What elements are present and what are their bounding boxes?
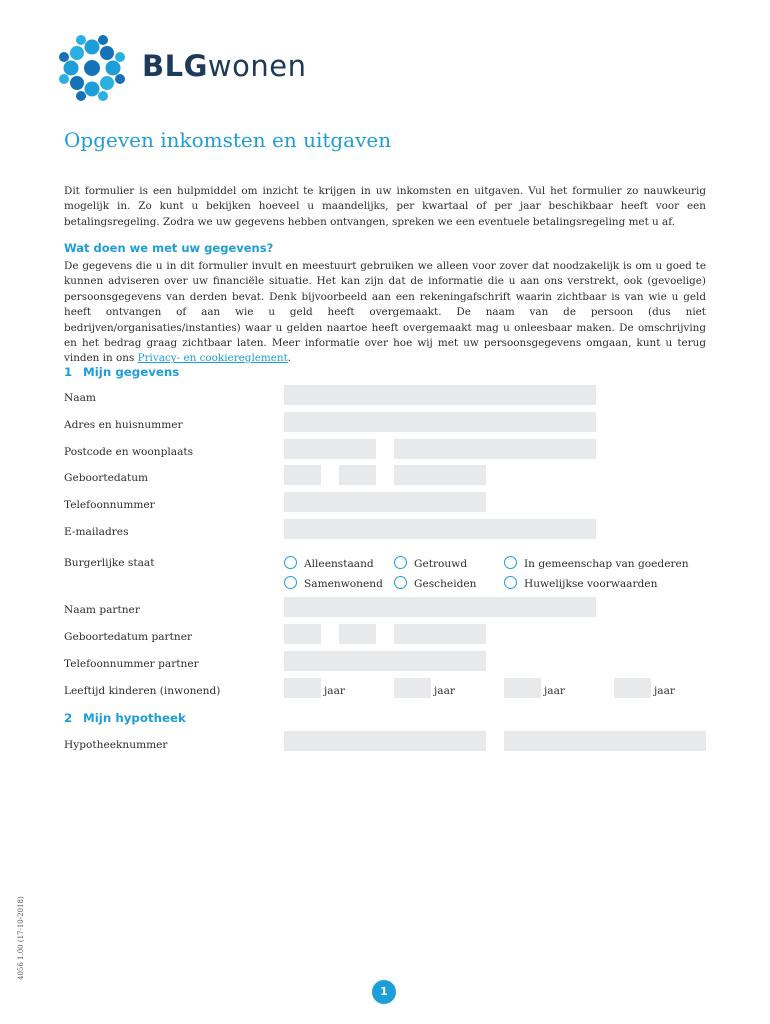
radio-label: Alleenstaand	[304, 558, 374, 570]
privacy-paragraph	[64, 259, 706, 367]
jaar-label: jaar	[654, 685, 675, 697]
privacy-text: De gegevens die u in dit formulier invult en meestuurt gebruiken we alleen voor zover dat noodzakelijk is om u goed te kunnen adviseren over uw financiële situatie. Het kan zijn dat de informatie die u aan ons verstrekt, ook (gevoelige) persoonsgegevens van derden bevat. Denk bijvoorbeeld aan een rekeningafschrift waarin zichtbaar is van wie u geld heeft ontvangen of aan wie u geld heeft overgemaakt. De naam van de persoon (dus niet bedrijven/organisaties/instanties) waar u gelden naartoe heeft overgemaakt mag u onleesbaar maken. De omschrijving en het bedrag graag zichtbaar laten. Meer informatie over hoe wij met uw persoonsgegevens omgaan, kunt u terug vinden in ons	[64, 260, 706, 365]
geboortedatum-month-field[interactable]	[339, 465, 376, 485]
postcode-field[interactable]	[284, 439, 376, 459]
label-telefoon-partner: Telefoonnummer partner	[64, 658, 199, 670]
radio-samenwonend[interactable]	[284, 576, 394, 592]
radio-label: Gescheiden	[414, 578, 477, 590]
radio-circle-icon[interactable]	[284, 556, 297, 569]
brand-bold: BLG	[142, 49, 208, 83]
section-heading-mijn-gegevens	[64, 364, 179, 380]
radio-huwelijkse-voorwaarden[interactable]	[504, 576, 704, 592]
geboortedatum-year-field[interactable]	[394, 465, 486, 485]
kind-leeftijd-field[interactable]	[504, 678, 541, 698]
kind-leeftijd-field[interactable]	[394, 678, 431, 698]
label-postcode: Postcode en woonplaats	[64, 446, 194, 458]
page-number-badge: 1	[372, 980, 396, 1004]
radio-circle-icon[interactable]	[284, 576, 297, 589]
adres-field[interactable]	[284, 412, 596, 432]
intro-paragraph: Dit formulier is een hulpmiddel om inzicht te krijgen in uw inkomsten en uitgaven. Vul het formulier zo nauwkeurig mogelijk in. Zo kunt u bekijken hoeveel u maandelijks, per kwartaal of per jaar beschikbaar heeft voor een betalingsregeling. Zodra we uw gegevens hebben ontvangen, spreken we een eventuele betalingsregeling met u af.	[64, 185, 706, 228]
privacy-end: .	[287, 352, 292, 365]
label-hypotheeknummer: Hypotheeknummer	[64, 739, 168, 751]
hypotheeknummer-field-1[interactable]	[284, 731, 486, 751]
section-heading-mijn-hypotheek	[64, 710, 186, 726]
radio-circle-icon[interactable]	[394, 556, 407, 569]
telefoon-partner-field[interactable]	[284, 651, 486, 671]
page-title: Opgeven inkomsten en uitgaven	[64, 128, 392, 152]
geboortedatum-day-field[interactable]	[284, 465, 321, 485]
section-title: Mijn gegevens	[83, 365, 180, 379]
radio-circle-icon[interactable]	[504, 556, 517, 569]
section-title: Mijn hypotheek	[83, 711, 186, 725]
brand-name	[142, 46, 306, 86]
label-email: E-mailadres	[64, 526, 129, 538]
label-adres: Adres en huisnummer	[64, 419, 183, 431]
radio-gescheiden[interactable]	[394, 576, 504, 592]
privacy-link[interactable]: Privacy- en cookiereglement	[137, 352, 288, 365]
woonplaats-field[interactable]	[394, 439, 596, 459]
label-geboortedatum-partner: Geboortedatum partner	[64, 631, 193, 643]
kind-leeftijd-field[interactable]	[614, 678, 651, 698]
brand-light: wonen	[207, 49, 307, 83]
geboortedatum-partner-year-field[interactable]	[394, 624, 486, 644]
section-number: 2	[64, 711, 73, 725]
label-naam-partner: Naam partner	[64, 604, 140, 616]
geboortedatum-partner-day-field[interactable]	[284, 624, 321, 644]
radio-getrouwd[interactable]	[394, 556, 504, 572]
telefoon-field[interactable]	[284, 492, 486, 512]
hypotheeknummer-field-2[interactable]	[504, 731, 706, 751]
document-code: 4056 1.00 (17-10-2018)	[17, 896, 25, 980]
section-number: 1	[64, 365, 73, 379]
geboortedatum-partner-month-field[interactable]	[339, 624, 376, 644]
label-burgerlijke-staat: Burgerlijke staat	[64, 557, 155, 569]
privacy-heading: Wat doen we met uw gegevens?	[64, 241, 274, 255]
radio-label: In gemeenschap van goederen	[524, 558, 689, 570]
label-telefoon: Telefoonnummer	[64, 499, 155, 511]
radio-circle-icon[interactable]	[504, 576, 517, 589]
radio-label: Samenwonend	[304, 578, 383, 590]
label-naam: Naam	[64, 392, 96, 404]
radio-label: Getrouwd	[414, 558, 468, 570]
kind-leeftijd-field[interactable]	[284, 678, 321, 698]
naam-partner-field[interactable]	[284, 597, 596, 617]
jaar-label: jaar	[544, 685, 565, 697]
jaar-label: jaar	[434, 685, 455, 697]
jaar-label: jaar	[324, 685, 345, 697]
radio-alleenstaand[interactable]	[284, 556, 394, 572]
radio-label: Huwelijkse voorwaarden	[524, 578, 658, 590]
label-geboortedatum: Geboortedatum	[64, 472, 149, 484]
radio-gemeenschap-van-goederen[interactable]	[504, 556, 704, 572]
naam-field[interactable]	[284, 385, 596, 405]
label-leeftijd-kinderen: Leeftijd kinderen (inwonend)	[64, 685, 221, 697]
blgwonen-logo-icon	[58, 34, 126, 102]
email-field[interactable]	[284, 519, 596, 539]
radio-circle-icon[interactable]	[394, 576, 407, 589]
